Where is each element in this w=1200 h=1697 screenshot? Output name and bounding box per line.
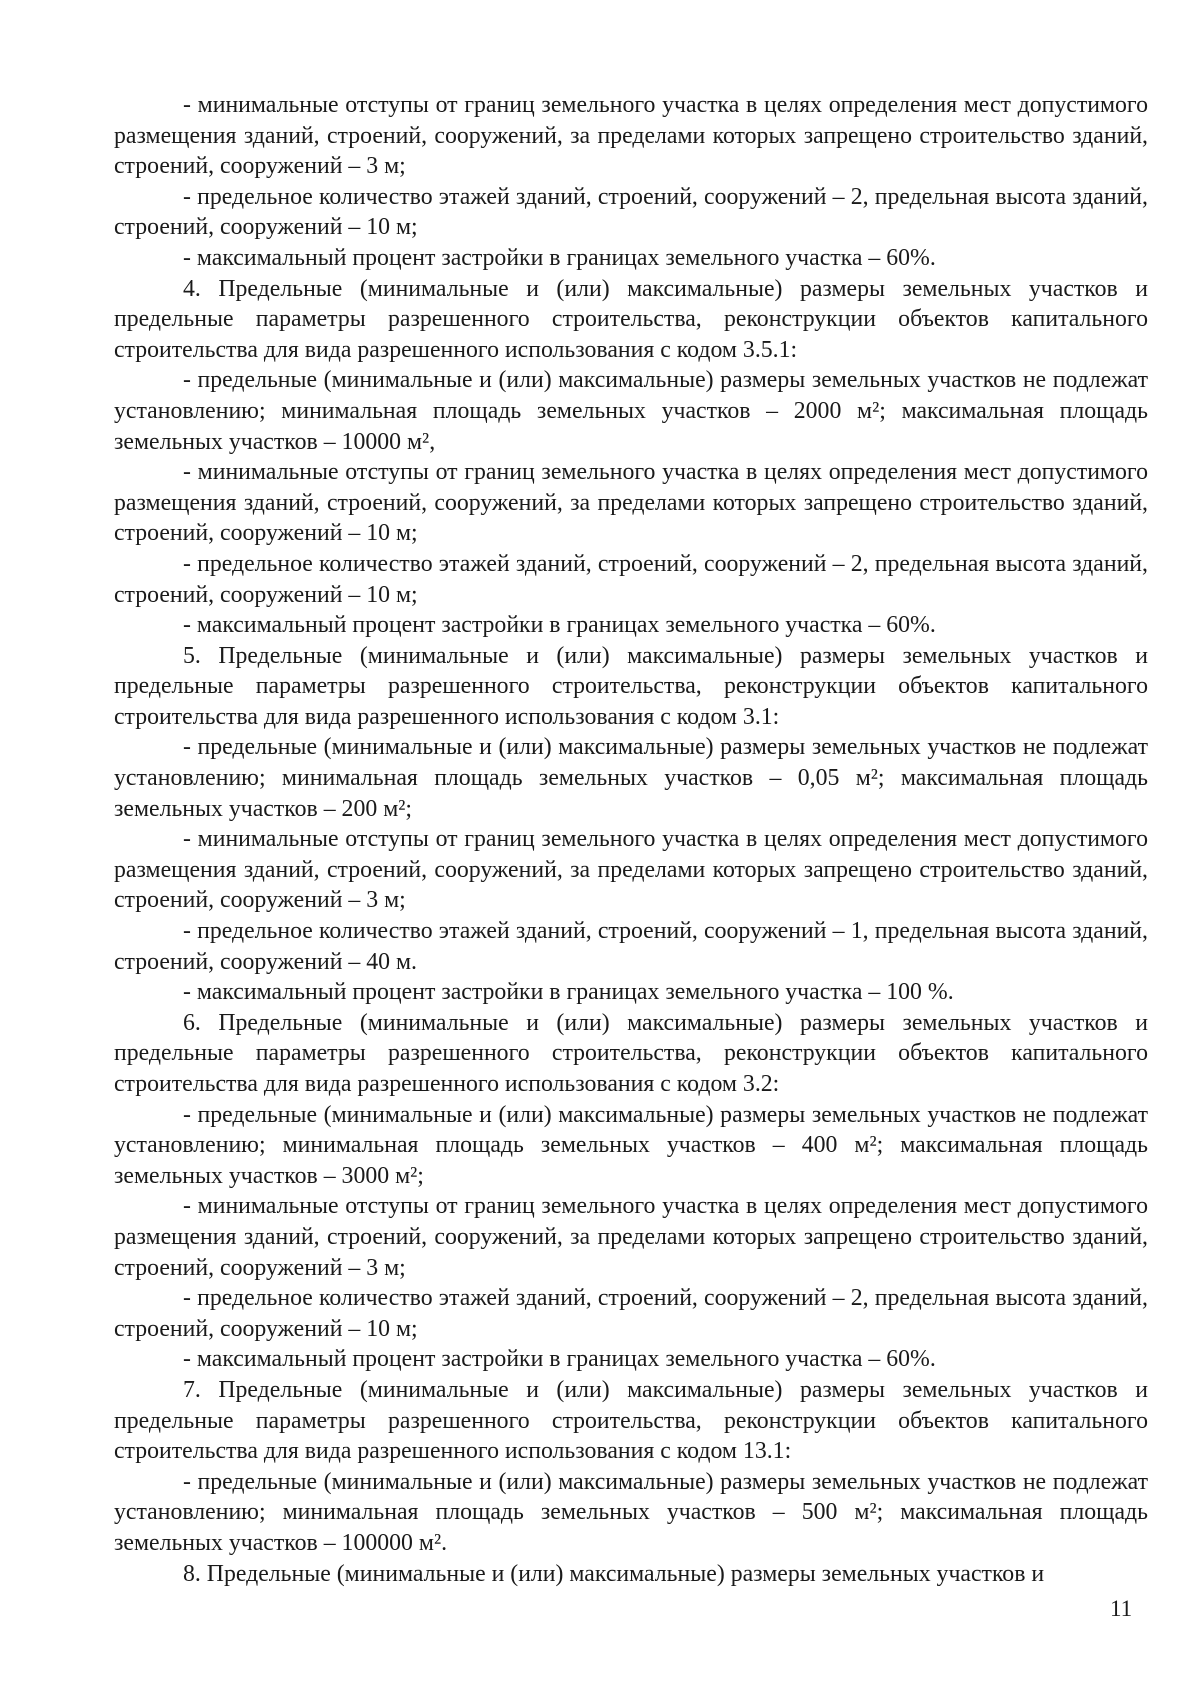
section-8-heading: 8. Предельные (минимальные и (или) максимальные) размеры земельных участков и [183, 1560, 1045, 1587]
section-7-heading: 7. Предельные (минимальные и (или) максимальные) размеры земельных участков и предельные параметры разрешенного строительства, реконструкции объектов капитального строительства для вида разрешенного использования с кодом 13.1: [114, 1376, 1148, 1465]
section-4-heading: 4. Предельные (минимальные и (или) максимальные) размеры земельных участков и предельные параметры разрешенного строительства, реконструкции объектов капитального строительства для вида разрешенного использования с кодом 3.5.1: [114, 275, 1148, 363]
paragraph-floors-height: - предельное количество этажей зданий, строений, сооружений – 2, предельная высота зданий, строений, сооружений – 10 м; [114, 550, 1148, 608]
paragraph-plot-size: - предельные (минимальные и (или) максимальные) размеры земельных участков не подлежат установлению; минимальная площадь земельных участков – 500 м²; максимальная площадь земельных участков – 100000 м². [114, 1468, 1148, 1556]
paragraph-setback-10m: - минимальные отступы от границ земельного участка в целях определения мест допустимого размещения зданий, строений, сооружений, за пределами которых запрещено строительство зданий, строений, сооружений – 10 м; [114, 459, 1148, 547]
paragraph-setback-3m: - минимальные отступы от границ земельного участка в целях определения мест допустимого размещения зданий, строений, сооружений, за пределами которых запрещено строительство зданий, строений, сооружений – 3 м; [114, 92, 1148, 180]
paragraph-coverage-60: - максимальный процент застройки в границах земельного участка – 60%. [183, 244, 936, 271]
section-6-heading: 6. Предельные (минимальные и (или) максимальные) размеры земельных участков и предельные параметры разрешенного строительства, реконструкции объектов капитального строительства для вида разрешенного использования с кодом 3.2: [114, 1009, 1148, 1097]
paragraph-setback-3m: - минимальные отступы от границ земельного участка в целях определения мест допустимого размещения зданий, строений, сооружений, за пределами которых запрещено строительство зданий, строений, сооружений – 3 м; [114, 826, 1148, 914]
paragraph-floors-height: - предельное количество этажей зданий, строений, сооружений – 1, предельная высота зданий, строений, сооружений – 40 м. [114, 918, 1148, 975]
page-number: 11 [1110, 1596, 1133, 1621]
paragraph-plot-size: - предельные (минимальные и (или) максимальные) размеры земельных участков не подлежат установлению; минимальная площадь земельных участков – 400 м²; максимальная площадь земельных участков – 3000 м²; [114, 1101, 1148, 1189]
paragraph-plot-size: - предельные (минимальные и (или) максимальные) размеры земельных участков не подлежат установлению; минимальная площадь земельных участков – 0,05 м²; максимальная площадь земельных участков – 200 м²; [114, 734, 1148, 822]
paragraph-floors-height: - предельное количество этажей зданий, строений, сооружений – 2, предельная высота зданий, строений, сооружений – 10 м; [114, 1285, 1148, 1342]
paragraph-setback-3m: - минимальные отступы от границ земельного участка в целях определения мест допустимого размещения зданий, строений, сооружений, за пределами которых запрещено строительство зданий, строений, сооружений – 3 м; [114, 1193, 1148, 1281]
paragraph-coverage-60: - максимальный процент застройки в границах земельного участка – 60%. [183, 1346, 936, 1373]
document-body [114, 90, 1148, 1589]
paragraph-plot-size: - предельные (минимальные и (или) максимальные) размеры земельных участков не подлежат установлению; минимальная площадь земельных участков – 2000 м²; максимальная площадь земельных участков – 10000 м², [114, 367, 1148, 455]
paragraph-floors-height: - предельное количество этажей зданий, строений, сооружений – 2, предельная высота зданий, строений, сооружений – 10 м; [114, 183, 1148, 241]
section-5-heading: 5. Предельные (минимальные и (или) максимальные) размеры земельных участков и предельные параметры разрешенного строительства, реконструкции объектов капитального строительства для вида разрешенного использования с кодом 3.1: [114, 642, 1148, 730]
paragraph-coverage-100: - максимальный процент застройки в границах земельного участка – 100 %. [183, 979, 954, 1006]
paragraph-coverage-60: - максимальный процент застройки в границах земельного участка – 60%. [183, 612, 936, 639]
